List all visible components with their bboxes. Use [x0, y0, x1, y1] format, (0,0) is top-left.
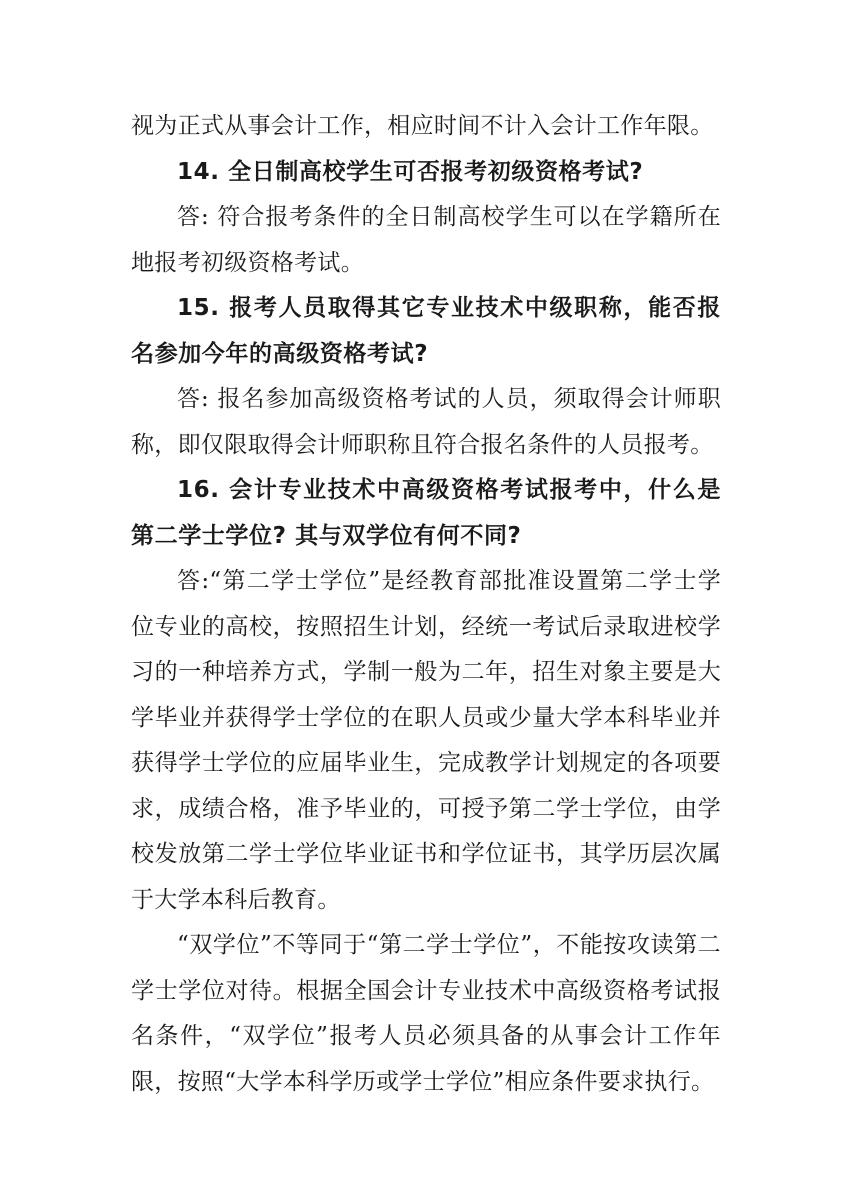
document-body: [131, 104, 721, 1105]
answer-14-paragraph: 答: 符合报考条件的全日制高校学生可以在学籍所在地报考初级资格考试。: [131, 204, 721, 276]
answer-15-paragraph: 答: 报名参加高级资格考试的人员，须取得会计师职称，即仅限取得会计师职称且符合报名条件的人员报考。: [131, 386, 721, 458]
question-14-heading: 14. 全日制高校学生可否报考初级资格考试?: [177, 158, 644, 185]
question-16-heading: 16. 会计专业技术中高级资格考试报考中，什么是第二学士学位? 其与双学位有何不同?: [131, 477, 721, 549]
answer-16-paragraph: 答:“第二学士学位”是经教育部批准设置第二学士学位专业的高校，按照招生计划，经统一考试后录取进校学习的一种培养方式，学制一般为二年，招生对象主要是大学毕业并获得学士学位的在职人员或少量大学本科毕业并获得学士学位的应届毕业生，完成教学计划规定的各项要求，成绩合格，准予毕业的，可授予第二学士学位，由学校发放第二学士学位毕业证书和学位证书，其学历层次属于大学本科后教育。: [131, 568, 721, 913]
continuation-paragraph: 视为正式从事会计工作，相应时间不计入会计工作年限。: [131, 113, 714, 139]
question-15-heading: 15. 报考人员取得其它专业技术中级职称，能否报名参加今年的高级资格考试?: [131, 295, 721, 367]
double-degree-paragraph: “双学位”不等同于“第二学士学位”，不能按攻读第二学士学位对待。根据全国会计专业技术中高级资格考试报名条件，“双学位”报考人员必须具备的从事会计工作年限，按照“大学本科学历或学士学位”相应条件要求执行。: [131, 932, 721, 1095]
